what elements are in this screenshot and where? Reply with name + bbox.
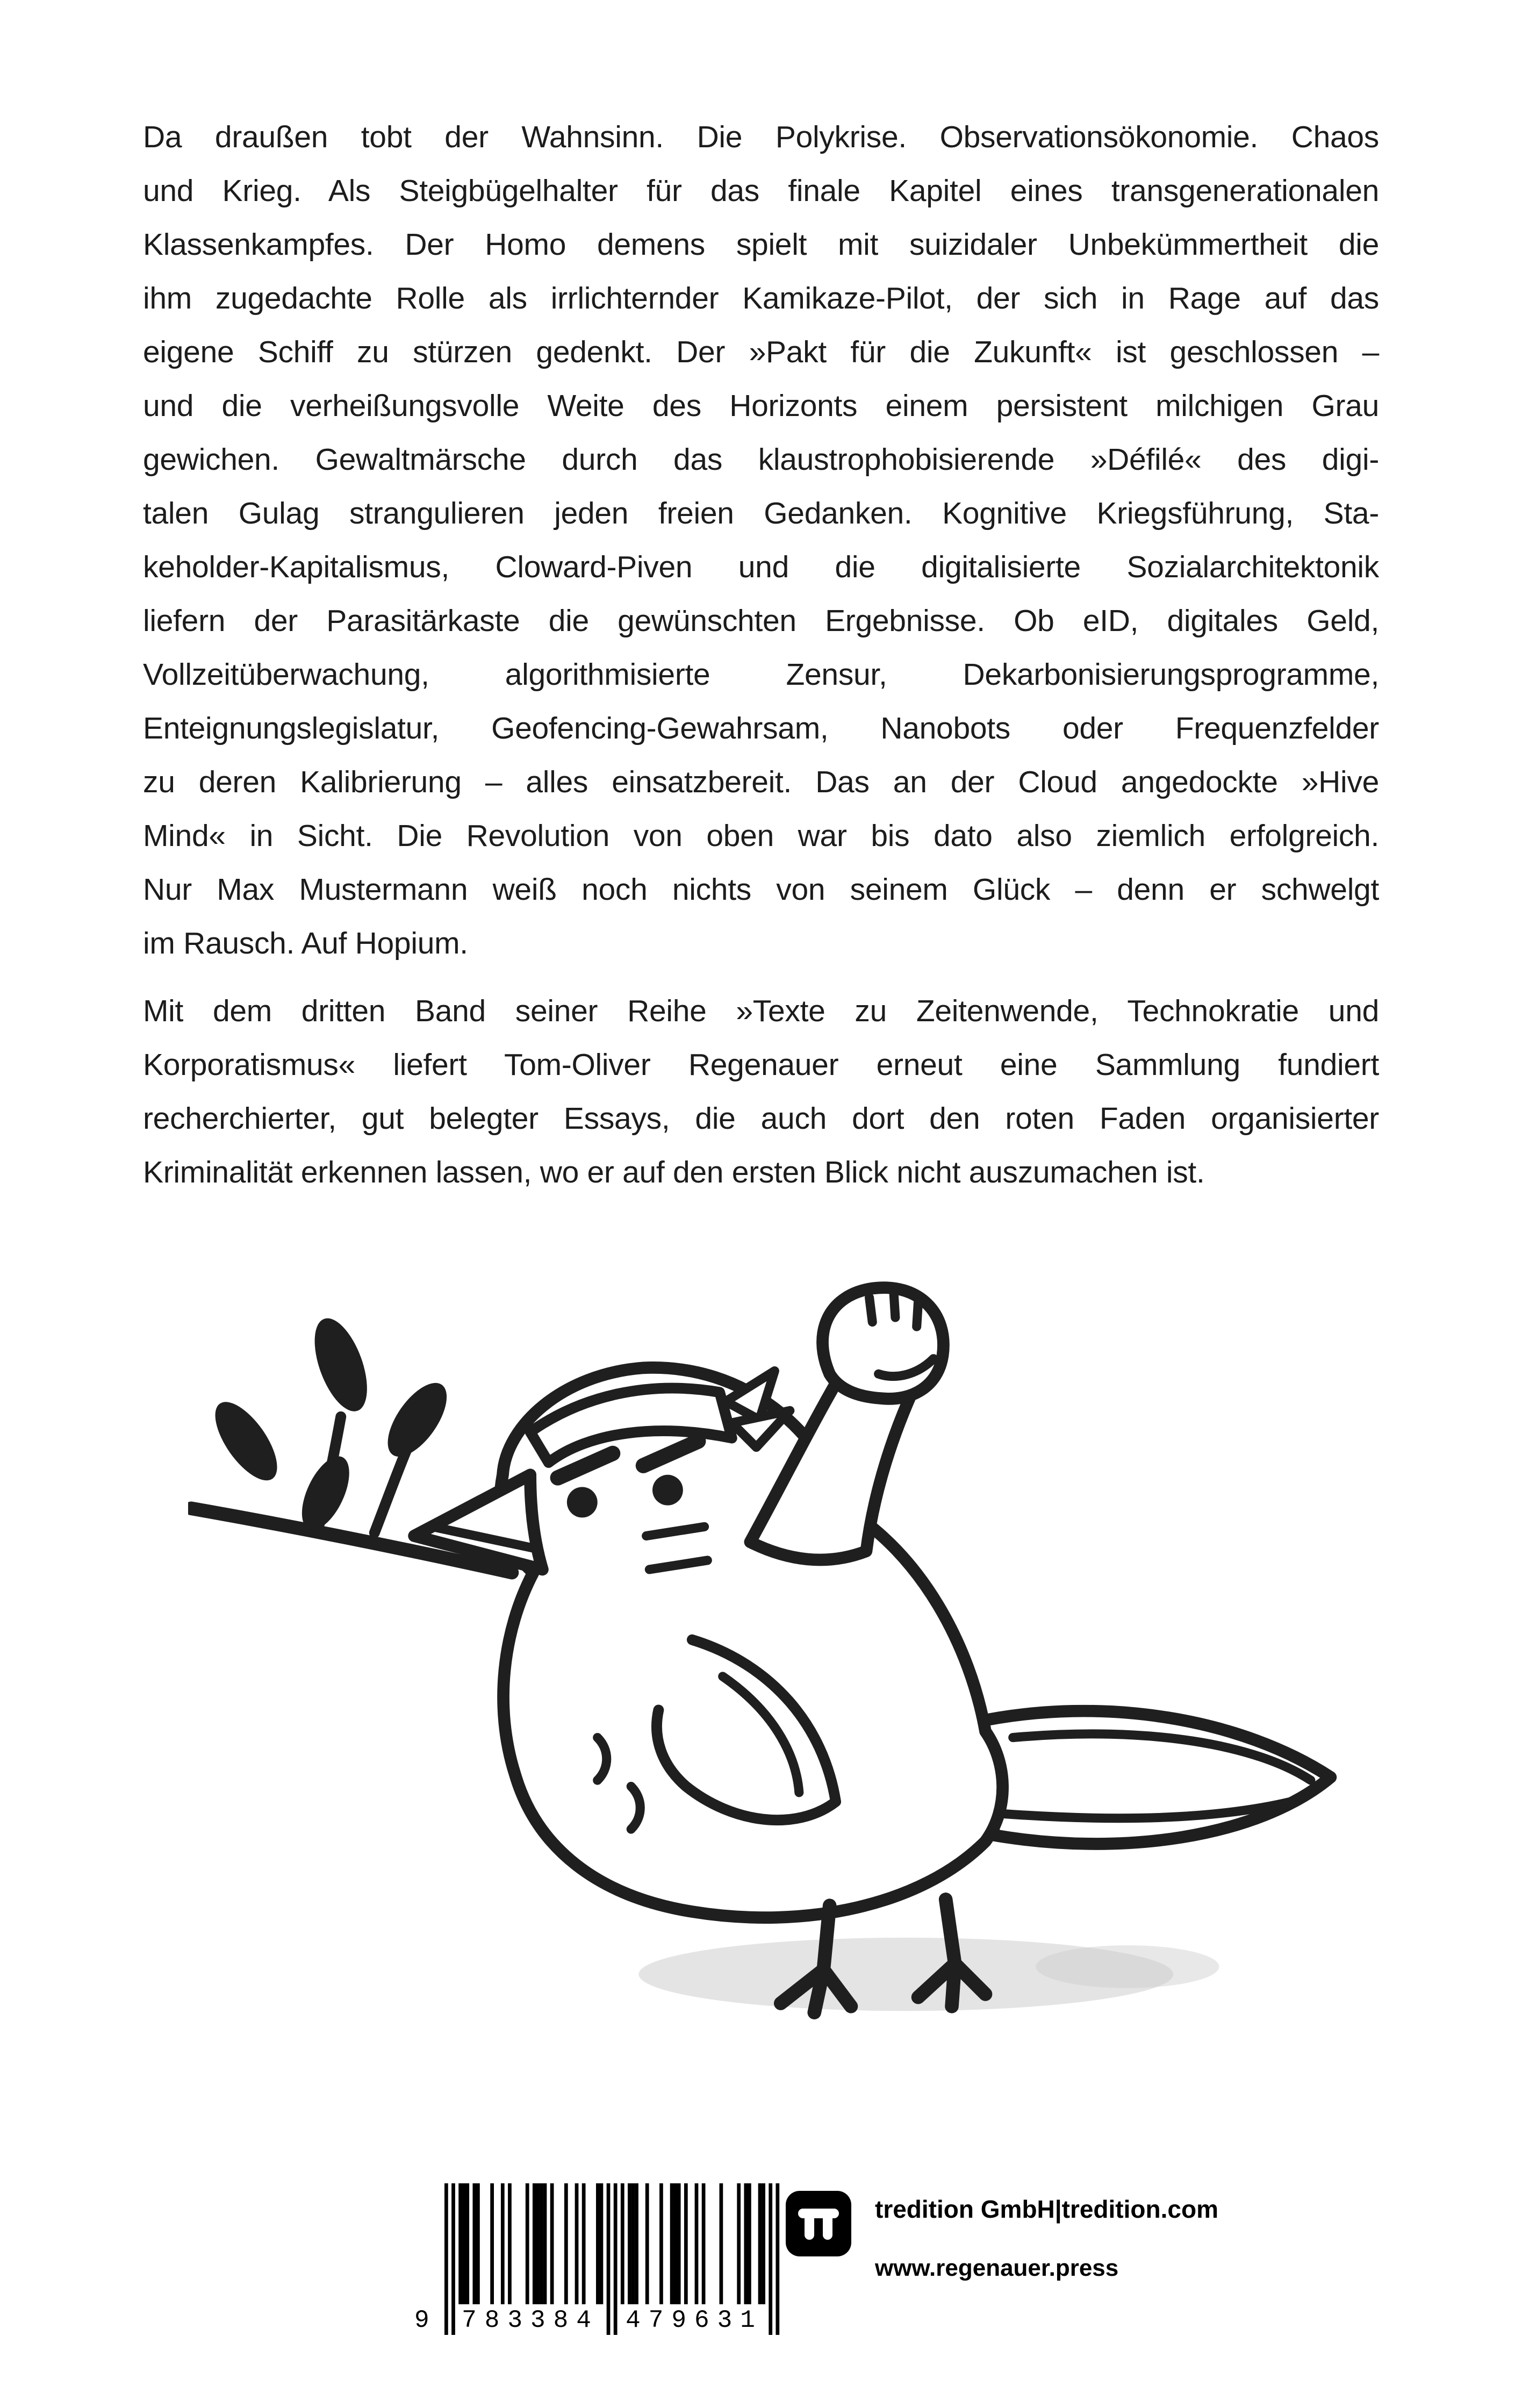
blurb-line: keholder-Kapitalismus, Cloward-Piven und die digitalisierte Sozialarchitektonik bbox=[143, 550, 1379, 584]
publisher-block bbox=[875, 2193, 1218, 2284]
protest-bird-illustration bbox=[188, 1279, 1349, 2043]
blurb-paragraph-1 bbox=[143, 110, 1379, 970]
blurb-line: Nur Max Mustermann weiß noch nichts von seinem Glück – denn er schwelgt bbox=[143, 872, 1379, 907]
blurb-paragraph-2 bbox=[143, 984, 1379, 1199]
blurb-line: Vollzeitüberwachung, algorithmisierte Zensur, Dekarbonisierungsprogramme, bbox=[143, 657, 1379, 692]
blurb-line: Mit dem dritten Band seiner Reihe »Texte zu Zeitenwende, Technokratie und bbox=[143, 994, 1379, 1028]
blurb-line: im Rausch. Auf Hopium. bbox=[143, 926, 468, 961]
blurb-line: und die verheißungsvolle Weite des Horizonts einem persistent milchigen Grau bbox=[143, 389, 1379, 423]
isbn-barcode bbox=[414, 2183, 779, 2345]
barcode-digit-lead: 9 bbox=[414, 2306, 429, 2334]
blurb-line: Da draußen tobt der Wahnsinn. Die Polykrise. Observationsökonomie. Chaos bbox=[143, 120, 1379, 154]
blurb-line: Korporatismus« liefert Tom-Oliver Regenauer erneut eine Sammlung fundiert bbox=[143, 1048, 1379, 1082]
blurb-line: Enteignungslegislatur, Geofencing-Gewahrsam, Nanobots oder Frequenzfelder bbox=[143, 711, 1379, 746]
bird-fist bbox=[823, 1288, 944, 1399]
publisher-website: www.regenauer.press bbox=[875, 2255, 1119, 2281]
blurb-line: Mind« in Sicht. Die Revolution von oben war bis dato also ziemlich erfolgreich. bbox=[143, 819, 1379, 853]
blurb-line: gewichen. Gewaltmärsche durch das klaustrophobisierende »Défilé« des digi- bbox=[143, 442, 1379, 477]
blurb-line: liefern der Parasitärkaste die gewünschten Ergebnisse. Ob eID, digitales Geld, bbox=[143, 604, 1379, 638]
blurb-line: Kriminalität erkennen lassen, wo er auf den ersten Blick nicht auszumachen ist. bbox=[143, 1155, 1205, 1189]
blurb-line: ihm zugedachte Rolle als irrlichternder Kamikaze-Pilot, der sich in Rage auf das bbox=[143, 281, 1379, 316]
blurb-line: Klassenkampfes. Der Homo demens spielt mit suizidaler Unbekümmertheit die bbox=[143, 227, 1379, 262]
blurb-line: talen Gulag strangulieren jeden freien Gedanken. Kognitive Kriegsführung, Sta- bbox=[143, 496, 1379, 531]
blurb-line: recherchierter, gut belegter Essays, die auch dort den roten Faden organisierter bbox=[143, 1101, 1379, 1136]
bird-tail bbox=[975, 1711, 1331, 1844]
blurb-line: zu deren Kalibrierung – alles einsatzbereit. Das an der Cloud angedockte »Hive bbox=[143, 765, 1379, 799]
tredition-logo bbox=[786, 2191, 851, 2256]
barcode-digits-left-group: 783384 bbox=[462, 2306, 599, 2334]
blurb-line: und Krieg. Als Steigbügelhalter für das finale Kapitel eines transgenerationalen bbox=[143, 174, 1379, 208]
blurb-line: eigene Schiff zu stürzen gedenkt. Der »Pakt für die Zukunft« ist geschlossen – bbox=[143, 335, 1379, 369]
bird-shadow bbox=[638, 1938, 1219, 2011]
back-cover-blurb bbox=[143, 110, 1379, 1199]
publisher-info: tredition GmbH|tredition.com bbox=[875, 2195, 1218, 2223]
barcode-digits-right-group: 479631 bbox=[626, 2306, 763, 2334]
